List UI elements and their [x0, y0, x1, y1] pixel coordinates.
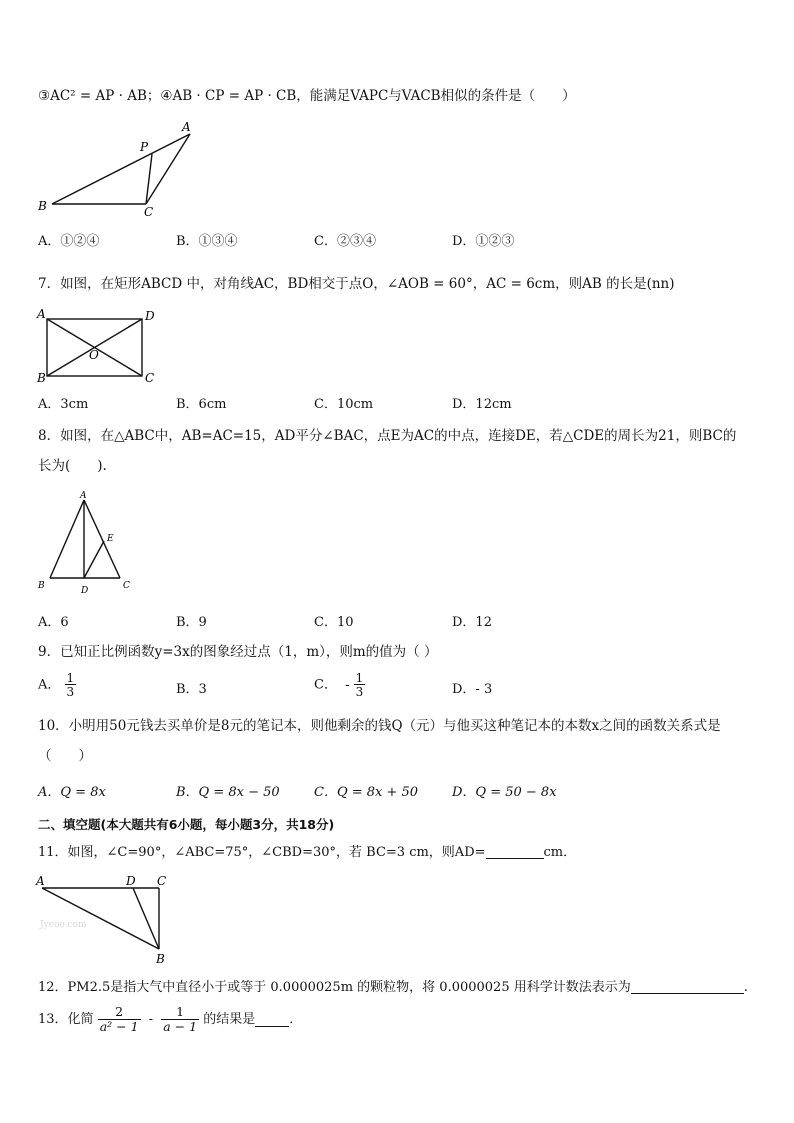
q10-option-d: D．Q = 50 − 8x: [452, 785, 557, 800]
q12-answer-blank: [631, 980, 744, 994]
q11-label-B: B: [156, 952, 165, 966]
q8-label-A: A: [80, 491, 87, 501]
q7-stem: 7．如图，在矩形ABCD 中，对角线AC，BD相交于点O，∠AOB = 60°，AC = 6cm，则AB 的长是(nn): [38, 276, 675, 292]
q8-figure: [34, 488, 139, 598]
q9-option-a: [38, 672, 76, 698]
q13-fraction-2-numerator: 1: [176, 1004, 185, 1019]
q10-stem-line2: （ ）: [38, 748, 92, 764]
q6-option-b: B．①③④: [176, 234, 238, 249]
q7-label-A: A: [37, 307, 46, 321]
q9-option-a-label: A．: [38, 677, 61, 693]
q9-option-c: [314, 672, 365, 698]
section-2-title: 二、填空题(本大题共有6小题，每小题3分，共18分): [38, 817, 335, 832]
q10-option-a: A．Q = 8x: [38, 785, 106, 800]
q9-option-b: B．3: [176, 682, 207, 697]
q13-minus: -: [148, 1012, 154, 1027]
q11-watermark: Jyeoo.com: [40, 920, 87, 930]
q11-stem-unit: cm．: [543, 845, 577, 860]
q9-stem: 9．已知正比例函数y=3x的图象经过点（1，m），则m的值为（ ）: [38, 644, 438, 660]
q8-stem-line1: 8．如图，在△ABC中，AB=AC=15，AD平分∠BAC，点E为AC的中点，连接DE，若△CDE的周长为21，则BC的: [38, 428, 737, 444]
q6-option-d: D．①②③: [452, 234, 515, 249]
q6-option-a: A．①②④: [38, 234, 100, 249]
q13-fraction-1-denominator: a² − 1: [99, 1018, 139, 1034]
q13-fraction-1-numerator: 2: [115, 1004, 124, 1019]
q13-result-text: 的结果是: [203, 1012, 256, 1027]
q9-option-c-fraction: [354, 672, 366, 698]
q6-option-c: C．②③④: [314, 234, 376, 249]
q11-label-C: C: [157, 874, 167, 888]
q8-option-d: D．12: [452, 615, 492, 630]
q6-label-B: B: [38, 199, 47, 213]
q10-stem-line1: 10．小明用50元钱去买单价是8元的笔记本，则他剩余的钱Q（元）与他买这种笔记本的本数x之间的函数关系式是: [38, 718, 721, 734]
q8-option-c: C．10: [314, 615, 354, 630]
q8-stem-line2: 长为( ).: [38, 458, 107, 474]
q7-figure: [34, 306, 164, 386]
q11-figure: [32, 872, 177, 967]
q8-label-E: E: [107, 534, 114, 544]
q9-option-a-numerator: 1: [66, 671, 75, 685]
q6-label-A: A: [182, 120, 191, 134]
q11-stem: [38, 845, 576, 859]
q6-label-P: P: [140, 140, 149, 154]
q10-option-c: C．Q = 8x + 50: [314, 785, 419, 800]
q9-option-c-numerator: 1: [355, 671, 364, 685]
q6-figure: [30, 115, 210, 220]
q7-option-d: D．12cm: [452, 397, 512, 412]
q10-option-b: B．Q = 8x − 50: [176, 785, 280, 800]
q6-label-C: C: [144, 205, 154, 219]
q11-answer-blank: [486, 845, 544, 859]
q12-stem-text: 12．PM2.5是指大气中直径小于或等于 0.0000025m 的颗粒物，将 0.0000025 用科学计数法表示为: [38, 980, 631, 995]
q9-option-a-fraction: [65, 672, 77, 698]
q11-stem-text: 11．如图，∠C=90°，∠ABC=75°，∠CBD=30°，若 BC=3 cm，则AD=: [38, 845, 486, 860]
q11-label-A: A: [36, 874, 45, 888]
q8-label-D: D: [81, 586, 89, 596]
q13-fraction-2-denominator: a − 1: [163, 1018, 198, 1034]
q8-option-a: A．6: [38, 615, 69, 630]
q7-option-c: C．10cm: [314, 397, 374, 412]
q9-option-d: D．- 3: [452, 682, 493, 697]
q9-option-c-sign: -: [345, 677, 350, 693]
q13-answer-blank: [255, 1013, 289, 1027]
q12-stem: [38, 980, 748, 994]
q13-end: ．: [289, 1012, 303, 1027]
q8-option-b: B．9: [176, 615, 207, 630]
q7-label-B: B: [37, 371, 46, 385]
q7-label-D: D: [145, 309, 155, 323]
q7-option-b: B．6cm: [176, 397, 227, 412]
q13-stem: [38, 1006, 302, 1033]
q13-label: 13．化简: [38, 1012, 94, 1027]
q13-fraction-1: [98, 1006, 141, 1033]
q8-label-C: C: [123, 581, 130, 591]
q6-stem: ③AC² = AP · AB；④AB · CP = AP · CB，能满足VAPC与VACB相似的条件是（ ）: [38, 88, 576, 104]
q11-label-D: D: [126, 874, 136, 888]
q13-fraction-2: [161, 1006, 199, 1033]
q9-option-c-denominator: 3: [355, 685, 364, 699]
q9-option-c-label: C．: [314, 677, 337, 693]
q8-label-B: B: [38, 581, 45, 591]
q7-option-a: A．3cm: [38, 397, 89, 412]
q7-label-O: O: [89, 348, 99, 362]
q9-option-a-denominator: 3: [66, 685, 75, 699]
q7-label-C: C: [145, 371, 155, 385]
q12-stem-end: .: [743, 980, 748, 995]
